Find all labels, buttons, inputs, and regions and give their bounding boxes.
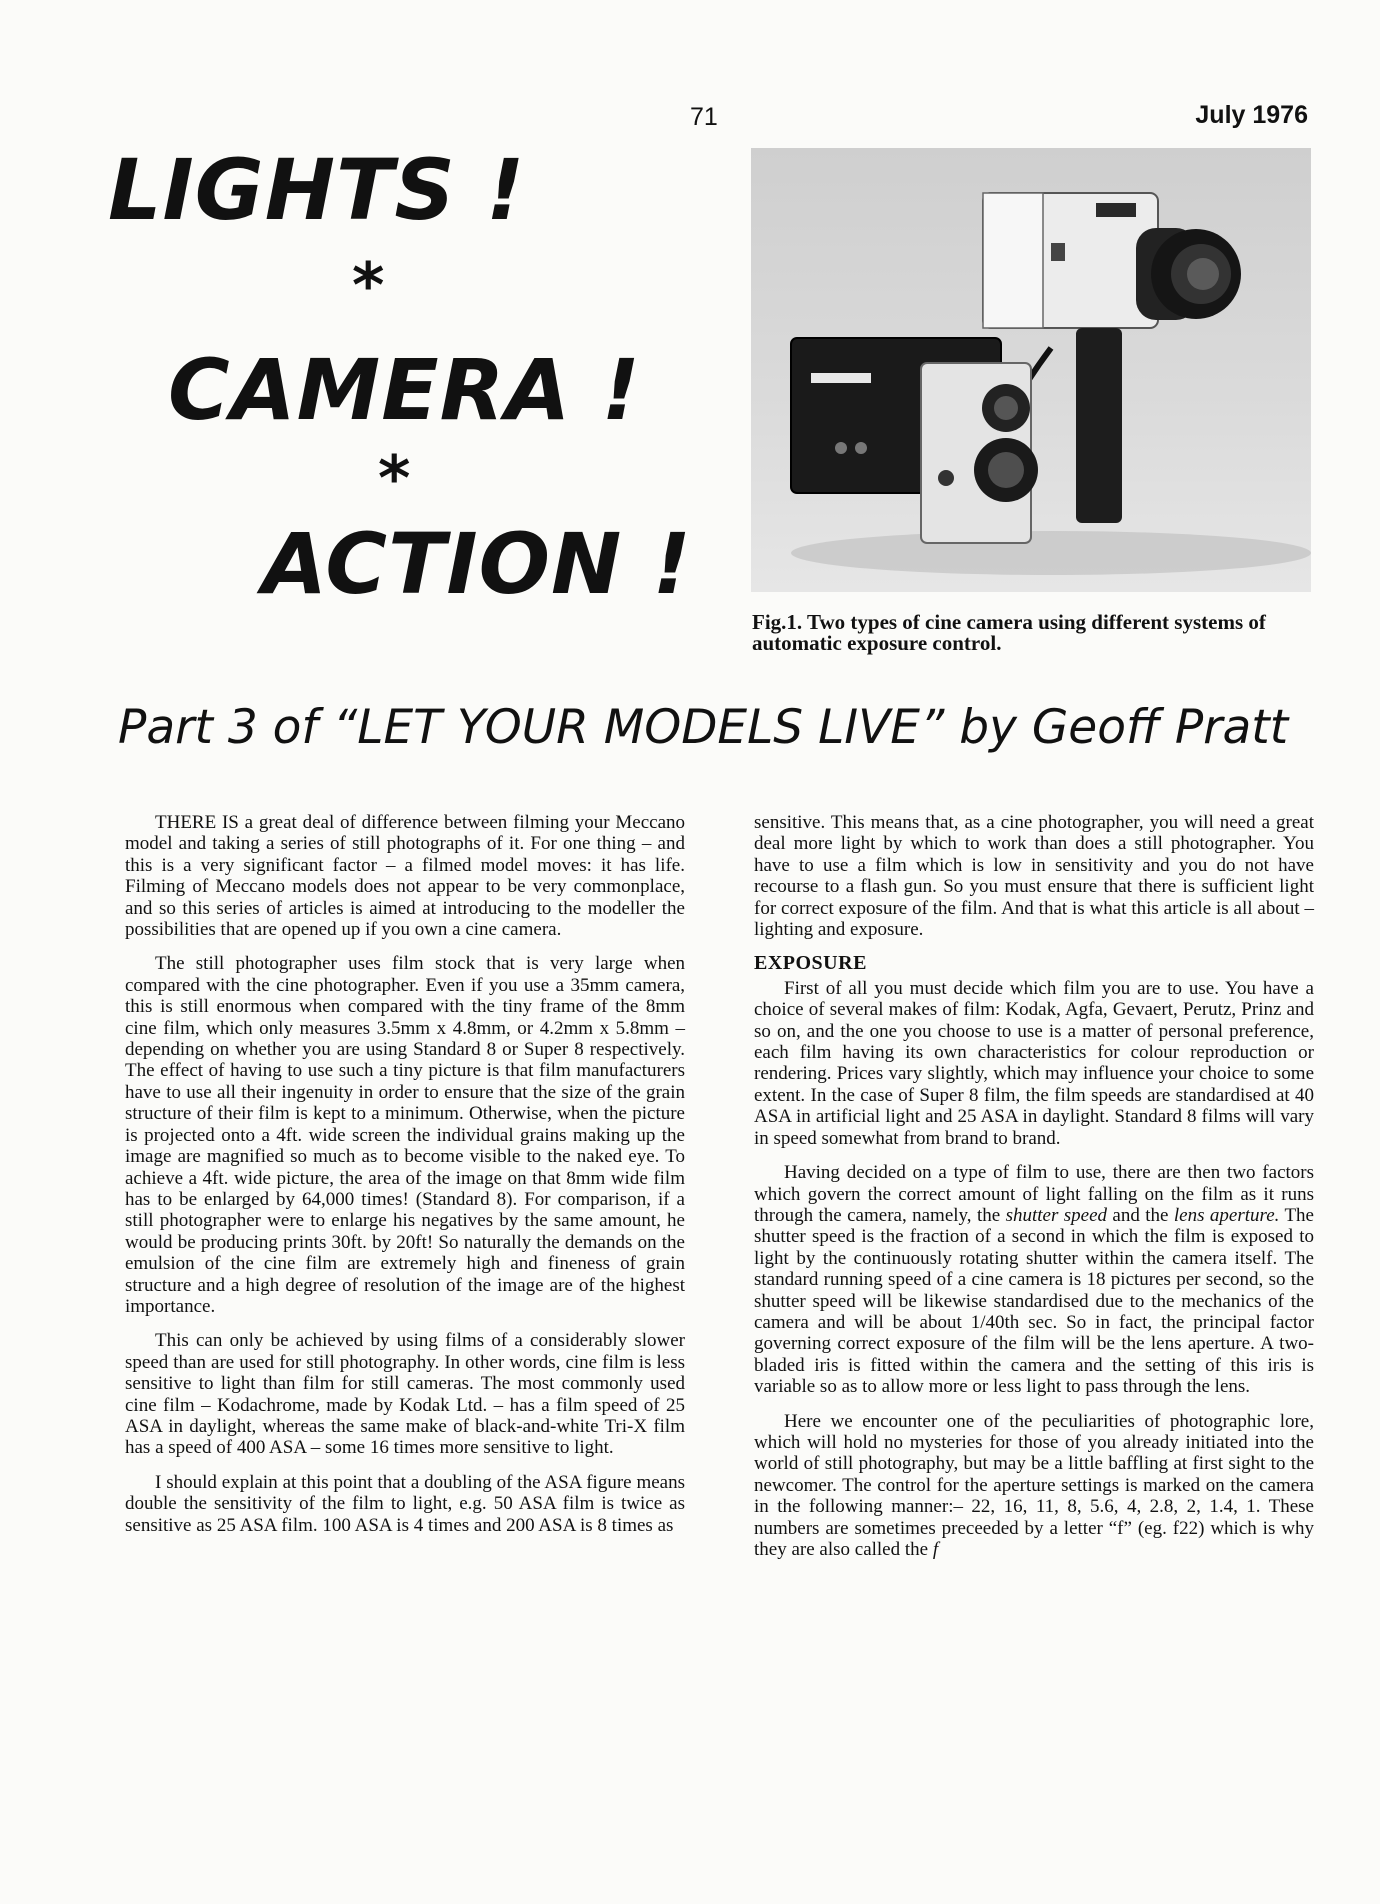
page-number: 71 <box>690 103 718 131</box>
emphasis-shutter-speed: shutter speed <box>1005 1204 1108 1226</box>
figure-caption: Fig.1. Two types of cine camera using different systems of automatic exposure control. <box>752 610 1266 655</box>
subtitle-byline: by Geoff Pratt <box>959 700 1289 755</box>
article-paragraph: THERE IS a great deal of difference between filming your Meccano model and taking a series of still photographs of it. For one thing – and this is a very significant factor – a filmed model moves: it has life. Filming of Meccano models does not appear to be very commonplace, and so this series of articles is aimed at introducing to the modeller the possibilities that are opened up if you own a cine camera. <box>125 812 685 941</box>
subtitle-series: “LET YOUR MODELS LIVE” <box>332 700 945 755</box>
article-subtitle <box>118 700 1289 755</box>
article-paragraph: First of all you must decide which film you are to use. You have a choice of several makes of film: Kodak, Agfa, Gevaert, Perutz, Prinz and so on, and the one you choose to use is a matter of personal preference, each film having its own characteristics for colour reproduction or rendering. Prices vary slightly, which may influence your choice to some extent. In the case of Super 8 film, the film speeds are standardised at 40 ASA in artificial light and 25 ASA in daylight. Standard 8 films will vary in speed somewhat from brand to brand. <box>754 977 1314 1149</box>
article-column-right <box>754 812 1314 1573</box>
headline-star-1: * <box>352 249 385 322</box>
section-heading: EXPOSURE <box>754 952 867 975</box>
text-run: The shutter speed is the fraction of a second in which the film is exposed to light by the continuously rotating shutter within the camera itself. The standard running speed of a cine camera is 18 pictures per second, so the shutter speed will be likewise standardised due to the mechanics of the camera and will be about 1/40th sec. So in fact, the principal factor governing correct exposure of the film will be the lens aperture. A two-bladed iris is fitted within the camera and the setting of this iris is variable so as to allow more or less light to pass through the lens. <box>754 1204 1314 1398</box>
cine-cameras-photo <box>751 148 1311 592</box>
emphasis-f: f <box>932 1539 939 1560</box>
text-run: and the <box>1107 1204 1174 1226</box>
headline-lights: LIGHTS ! <box>108 141 526 239</box>
subtitle-part: Part 3 of <box>118 700 318 755</box>
article-column-left <box>125 812 685 1549</box>
article-paragraph <box>754 1162 1314 1397</box>
emphasis-lens-aperture: lens aperture. <box>1173 1204 1280 1226</box>
issue-date: July 1976 <box>1195 101 1308 129</box>
text-run: Having decided on a type of film to use, there are then two factors which govern the correct amount of light falling on the film as it runs through the camera, namely, the <box>754 1162 1314 1226</box>
headline-action: ACTION ! <box>262 515 692 613</box>
article-paragraph <box>754 1411 1314 1561</box>
article-paragraph: The still photographer uses film stock that is very large when compared with the cine photographer. Even if you use a 35mm camera, this is still enormous when compared with the tiny frame of the 8mm cine film, which only measures 3.5mm x 4.8mm, or 4.2mm x 5.8mm – depending on whether you are using Standard 8 or Super 8 respectively. The effect of having to use such a tiny picture is that film manufacturers have to use all their ingenuity in order to ensure that the size of the grain structure of their film is kept to a minimum. Otherwise, when the picture is projected onto a 4ft. wide screen the individual grains making up the image are magnified so much as to become visible to the naked eye. To achieve a 4ft. wide picture, the area of the image on that 8mm wide film has to be enlarged by 64,000 times! (Standard 8). For comparison, if a still photographer were to enlarge his negatives by the same amount, he would be producing prints 30ft. by 20ft! So naturally the demands on the emulsion of the cine film are extremely high and fineness of grain structure and a high degree of resolution of the image are of the highest importance. <box>125 953 685 1317</box>
text-run: Here we encounter one of the peculiarities of photographic lore, which will hold no mysteries for those of you already initiated into the world of still photography, but may be a little baffling at first sight to the newcomer. The control for the aperture settings is marked on the camera in the following manner:– 22, 16, 11, 8, 5.6, 4, 2.8, 2, 1.4, 1. These numbers are sometimes preceeded by a letter “f” (eg. f22) which is why they are also called the <box>754 1410 1314 1560</box>
headline-camera: CAMERA ! <box>168 341 641 439</box>
cine-cameras-illustration <box>751 148 1311 592</box>
article-paragraph: This can only be achieved by using films of a considerably slower speed than are used for still photography. In other words, cine film is less sensitive to light than film for still cameras. The most commonly used cine film – Kodachrome, made by Kodak Ltd. – has a film speed of 25 ASA in daylight, whereas the same make of black-and-white Tri-X film has a speed of 400 ASA – some 16 times more sensitive to light. <box>125 1330 685 1459</box>
headline-star-2: * <box>378 442 411 515</box>
article-paragraph: sensitive. This means that, as a cine photographer, you will need a great deal more light by which to work than does a still photographer. You have to use a film which is low in sensitivity and you do not have recourse to a flash gun. So you must ensure that there is sufficient light for correct exposure of the film. And that is what this article is all about – lighting and exposure. <box>754 812 1314 941</box>
article-paragraph: I should explain at this point that a doubling of the ASA figure means double the sensitivity of the film to light, e.g. 50 ASA film is twice as sensitive as 25 ASA film. 100 ASA is 4 times and 200 ASA is 8 times as <box>125 1471 685 1536</box>
